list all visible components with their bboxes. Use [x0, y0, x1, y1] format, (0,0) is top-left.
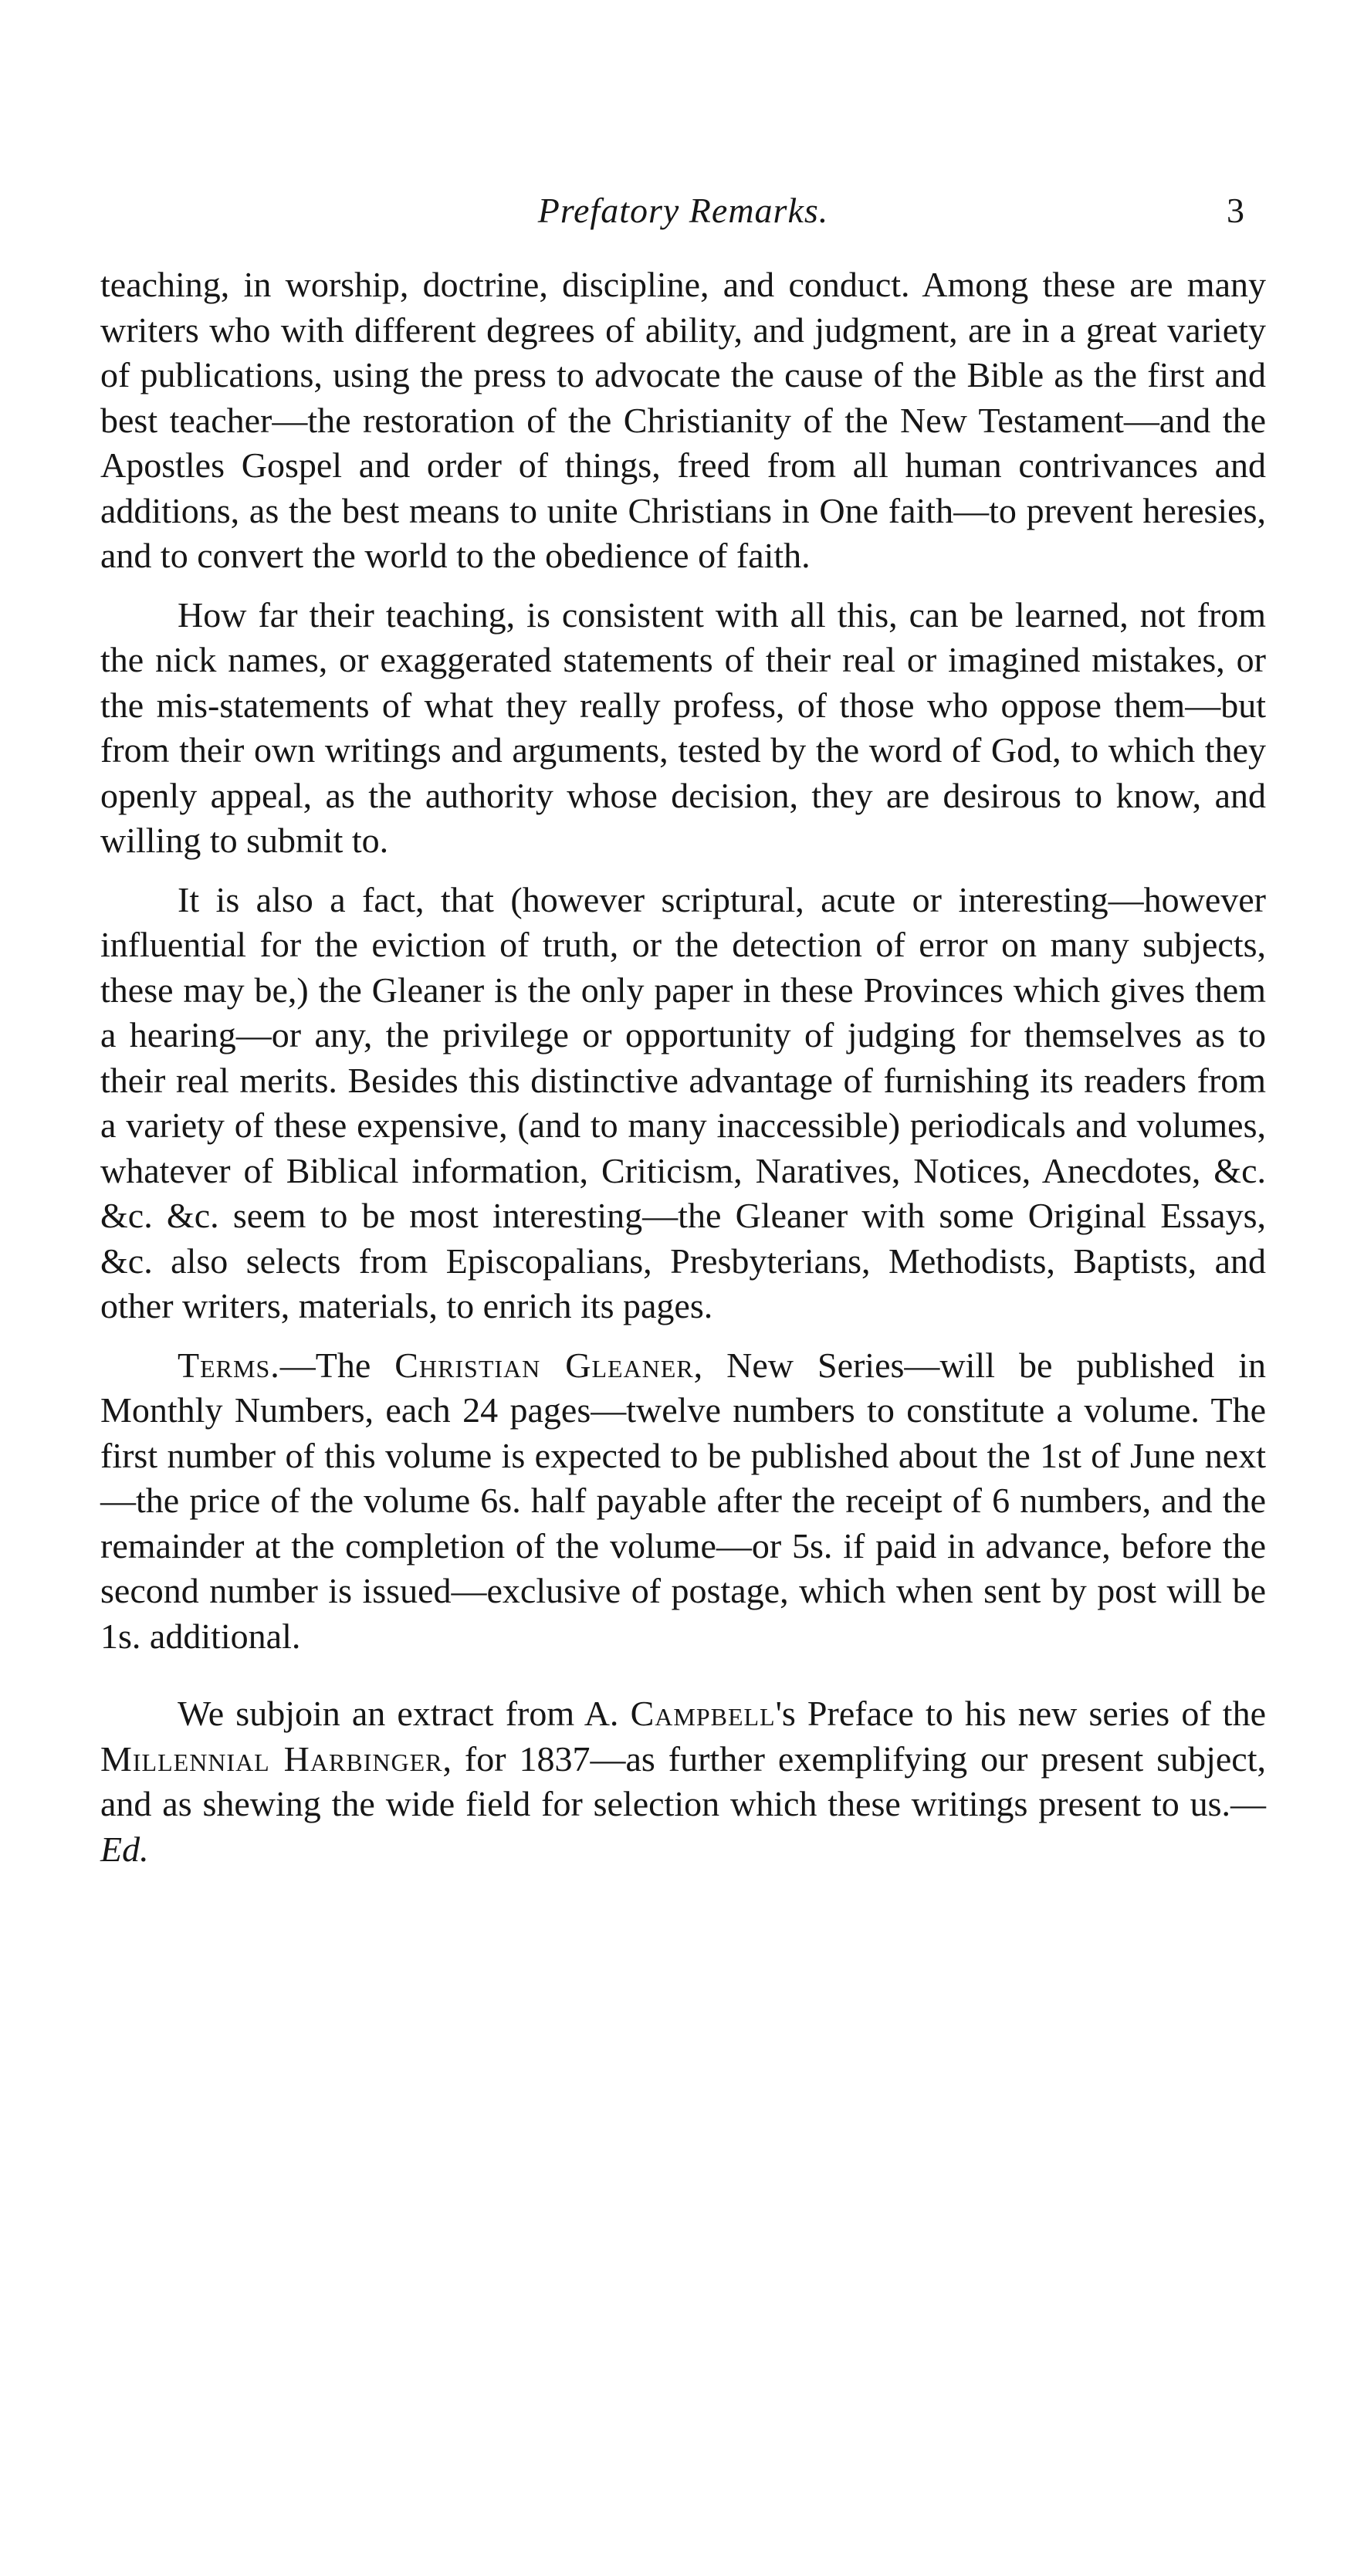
- paragraph-terms: [100, 1343, 1266, 1660]
- paragraph-gleaner-fact: It is also a fact, that (however scriptural, acute or interesting—however influential for the eviction of truth, or the detection of error on many subjects, these may be,) the Gleaner is the only paper in these Provinces which gives them a hearing—or any, the privilege or opportunity of judging for themselves as to their real merits. Besides this distinctive advantage of furnishing its readers from a variety of these expensive, (and to many inaccessible) periodicals and volumes, whatever of Biblical information, Criticism, Naratives, Notices, Anecdotes, &c. &c. &c. seem to be most interesting—the Gleaner with some Original Essays, &c. also selects from Episcopalians, Presbyterians, Methodists, Baptists, and other writers, materials, to enrich its pages.: [100, 879, 1266, 1325]
- publication-title: Christian Gleaner: [394, 1345, 694, 1385]
- paragraph-teaching: teaching, in worship, doctrine, discipline, and conduct. Among these are many writers who with different degrees of ability, and judgment, are in a great variety of publications, using the press to advocate the cause of the Bible as the first and best teacher—the restoration of the Christianity of the New Testament—and the Apostles Gospel and order of things, freed from all human contrivances and additions, as the best means to unite Christians in One faith—to prevent heresies, and to convert the world to the obedience of faith.: [100, 265, 1266, 575]
- running-title: Prefatory Remarks.: [537, 191, 829, 230]
- page-number: 3: [1227, 191, 1244, 230]
- paragraph-extract-note: [100, 1691, 1266, 1872]
- extract-text-3: , for 1837—as further exemplifying our present subject, and as shewing the wide field for selection which these writings present to us.—: [100, 1738, 1266, 1823]
- extract-text-2: 's Preface to his new series of the: [775, 1694, 1266, 1733]
- terms-text: , New Series—will be published in Monthly Numbers, each 24 pages—twelve numbers to constitute a volume. The first number of this volume is expected to be published about the 1st of June next—the price of the volume 6s. half payable after the receipt of 6 numbers, and the remainder at the completion of the volume—or 5s. if paid in advance, before the second number is issued—exclusive of postage, which when sent by post will be 1s. additional.: [100, 1345, 1266, 1656]
- harbinger-title: Millennial Harbinger: [100, 1738, 443, 1779]
- running-head: [100, 184, 1266, 238]
- terms-label: Terms.: [178, 1345, 280, 1385]
- paragraph-how-far: How far their teaching, is consistent with all this, can be learned, not from the nick names, or exaggerated statements of their real or imagined mistakes, or the mis-statements of what they really profess, of those who oppose them—but from their own writings and arguments, tested by the word of God, to which they openly appeal, as the authority whose decision, they are desirous to know, and willing to submit to.: [100, 594, 1266, 860]
- terms-dash: —The: [279, 1345, 395, 1385]
- extract-text-1: We subjoin an extract from A.: [178, 1694, 631, 1733]
- editor-signature: Ed.: [100, 1829, 149, 1869]
- author-name: Campbell: [630, 1694, 776, 1733]
- body-text: [100, 262, 1266, 1872]
